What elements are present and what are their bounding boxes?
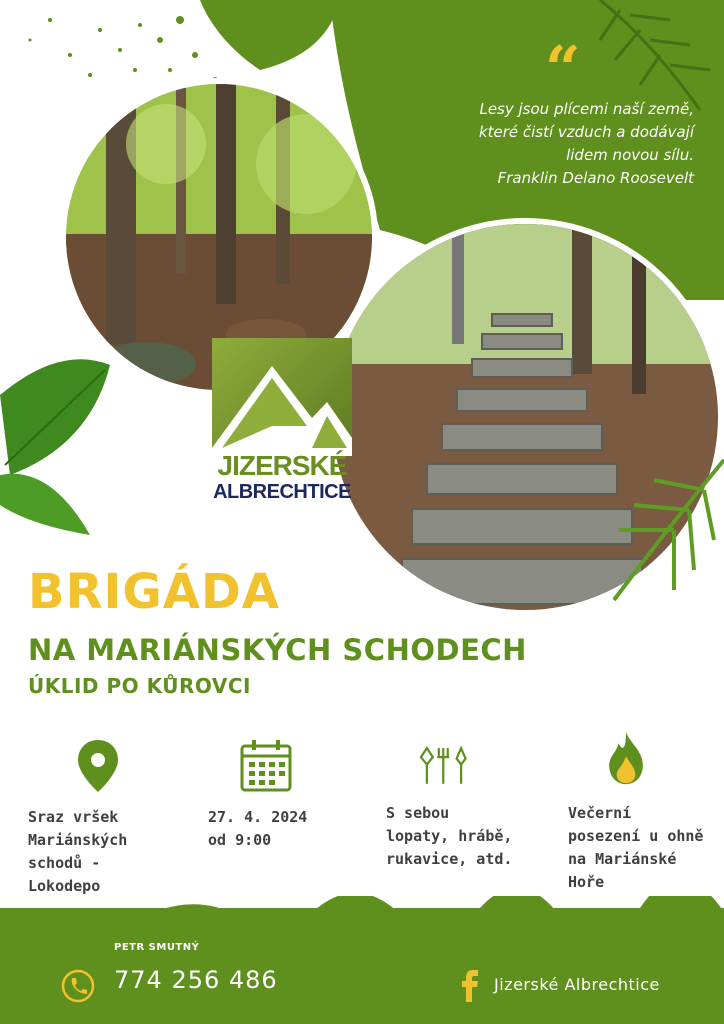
info-line: S sebou <box>386 804 450 822</box>
info-line: Sraz vršek <box>28 808 119 826</box>
logo-line1: JIZERSKÉ <box>217 450 347 481</box>
info-line: od 9:00 <box>208 831 272 849</box>
subtitle-2: ÚKLID PO KŮROVCI <box>28 674 251 698</box>
info-line: Hoře <box>568 873 605 891</box>
fire-icon <box>600 730 652 786</box>
quote-mark-icon: “ <box>545 32 581 105</box>
logo <box>212 338 352 510</box>
info-line: rukavice, atd. <box>386 850 513 868</box>
garden-tools-icon <box>418 738 470 794</box>
logo-line2: ALBRECHTICE <box>213 481 351 503</box>
subtitle: NA MARIÁNSKÝCH SCHODECH <box>28 633 527 667</box>
quote-line: které čistí vzduch a dodávají <box>478 123 694 141</box>
info-line: na Mariánské <box>568 850 677 868</box>
info-line: schodů - <box>28 854 101 872</box>
info-date <box>208 806 368 852</box>
main-title: BRIGÁDA <box>28 564 280 620</box>
mountains-icon <box>212 338 352 456</box>
quote-block <box>364 98 694 190</box>
facebook-link[interactable]: Jizerské Albrechtice <box>494 975 660 994</box>
quote-author: Franklin Delano Roosevelt <box>497 169 694 187</box>
quote-line: Lesy jsou plícemi naší země, <box>479 100 694 118</box>
info-meeting-point <box>28 806 188 898</box>
info-line: 27. 4. 2024 <box>208 808 308 826</box>
info-line: Lokodepo <box>28 877 101 895</box>
info-line: Večerní <box>568 804 632 822</box>
calendar-icon <box>240 738 292 794</box>
info-line: Mariánských <box>28 831 128 849</box>
facebook-icon[interactable] <box>462 970 480 1002</box>
info-what-to-bring <box>386 802 556 871</box>
location-pin-icon <box>72 738 124 794</box>
info-line: posezení u ohně <box>568 827 704 845</box>
leaf-decoration <box>0 355 112 535</box>
phone-icon[interactable] <box>60 968 96 1004</box>
quote-line: lidem novou sílu. <box>566 146 694 164</box>
palm-leaf-decoration <box>594 420 724 620</box>
contact-person: PETR SMUTNÝ <box>114 942 200 953</box>
info-line: lopaty, hrábě, <box>386 827 513 845</box>
footer <box>0 908 724 1024</box>
info-evening <box>568 802 724 894</box>
phone-number[interactable]: 774 256 486 <box>114 966 278 994</box>
